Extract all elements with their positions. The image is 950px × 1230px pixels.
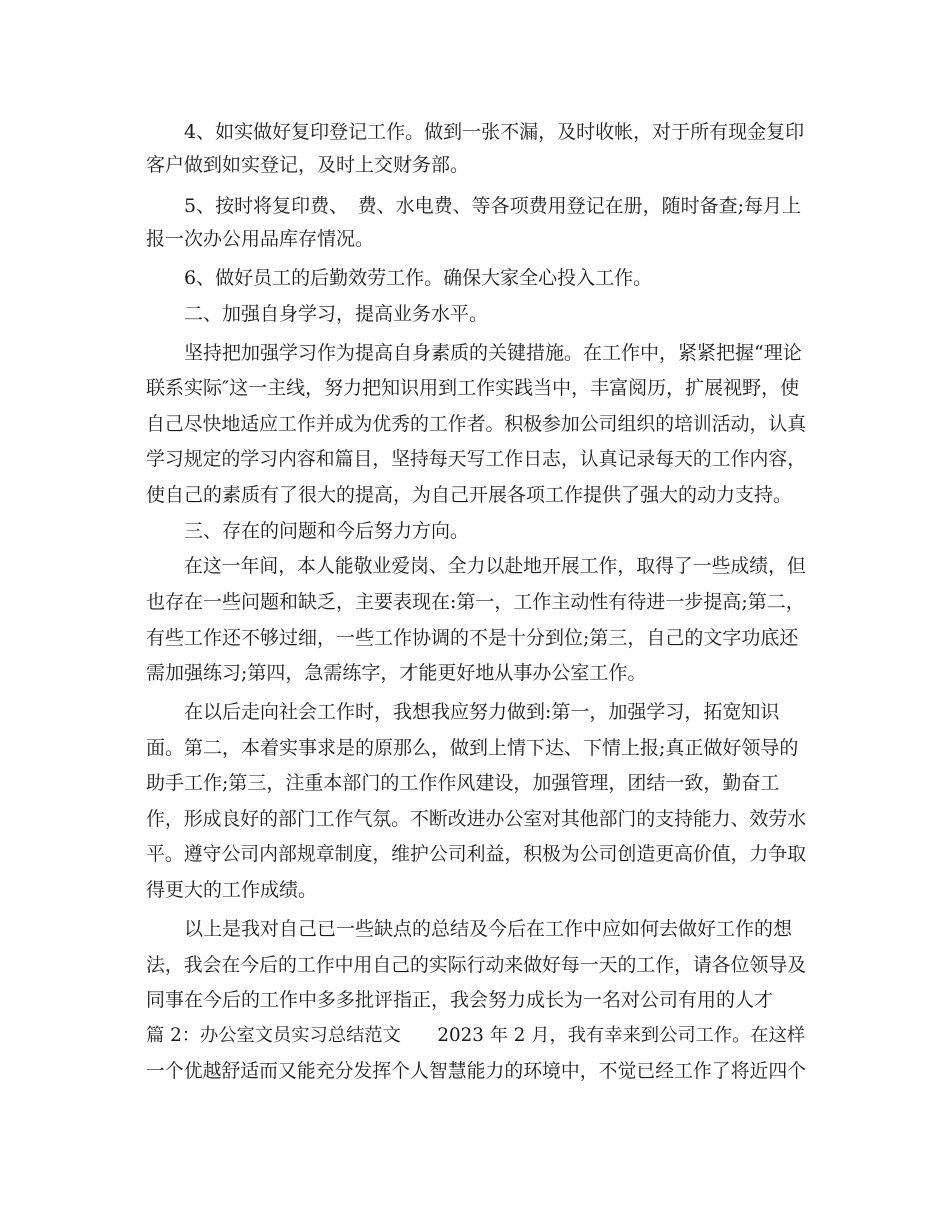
text-line: 学习规定的学习内容和篇目，坚持每天写工作日志，认真记录每天的工作内容， [146,448,807,470]
text-line: 使自己的素质有了很大的提高，为自己开展各项工作提供了强大的动力支持。 [146,484,793,506]
text-line: 6、做好员工的后勤效劳工作。确保大家全心投入工作。 [184,267,653,289]
text-line: 同事在今后的工作中多多批评指正，我会努力成长为一名对公司有用的人才 [146,989,774,1011]
text-line: 平。遵守公司内部规章制度，维护公司利益，积极为公司创造更高价值，力争取 [146,843,807,865]
text-line: 需加强练习;第四，急需练字，才能更好地从事办公室工作。 [146,662,647,684]
text-line: 也存在一些问题和缺乏，主要表现在:第一，工作主动性有待进一步提高;第二， [146,591,805,613]
section-heading: 二、加强自身学习，提高业务水平。 [184,303,489,325]
text-line: 4、如实做好复印登记工作。做到一张不漏，及时收帐，对于所有现金复印 [184,121,805,143]
text-line: 5、按时将复印费、 费、水电费、等各项费用登记在册，随时备查;每月上 [184,195,801,217]
text-line: 法，我会在今后的工作中用自己的实际行动来做好每一天的工作，请各位领导及 [146,954,807,976]
text-line: 在这一年间，本人能敬业爱岗、全力以赴地开展工作，取得了一些成绩，但 [184,556,806,577]
text-line: 有些工作还不够过细，一些工作协调的不是十分到位;第三，自己的文字功底还 [146,627,799,649]
text-line: 得更大的工作成绩。 [146,879,318,901]
text-line: 一个优越舒适而又能充分发挥个人智慧能力的环境中，不觉已经工作了将近四个 [146,1060,807,1082]
section-heading: 三、存在的问题和今后努力方向。 [184,520,470,542]
text-line: 作，形成良好的部门工作气氛。不断改进办公室对其他部门的支持能力、效劳水 [146,808,807,830]
text-line: 助手工作;第三，注重本部门的工作作风建设，加强管理，团结一致，勤奋工 [146,772,780,794]
text-line: 客户做到如实登记，及时上交财务部。 [146,154,470,176]
article-heading-line: 篇 2：办公室文员实习总结范文 2023 年 2 月，我有幸来到公司工作。在这样 [146,1025,806,1046]
text-line: 联系实际″这一主线，努力把知识用到工作实践当中，丰富阅历，扩展视野，使 [146,377,800,399]
text-line: 自己尽快地适应工作并成为优秀的工作者。积极参加公司组织的培训活动，认真 [146,413,807,435]
text-line: 面。第二，本着实事求是的原那么，做到上情下达、下情上报;真正做好领导的 [146,737,799,759]
text-line: 以上是我对自己已一些缺点的总结及今后在工作中应如何去做好工作的想 [184,918,793,940]
text-line: 报一次办公用品库存情况。 [146,228,375,250]
text-line: 在以后走向社会工作时，我想我应努力做到:第一，加强学习，拓宽知识 [184,701,780,723]
text-line: 坚持把加强学习作为提高自身素质的关键措施。在工作中，紧紧把握“理论 [184,342,802,364]
